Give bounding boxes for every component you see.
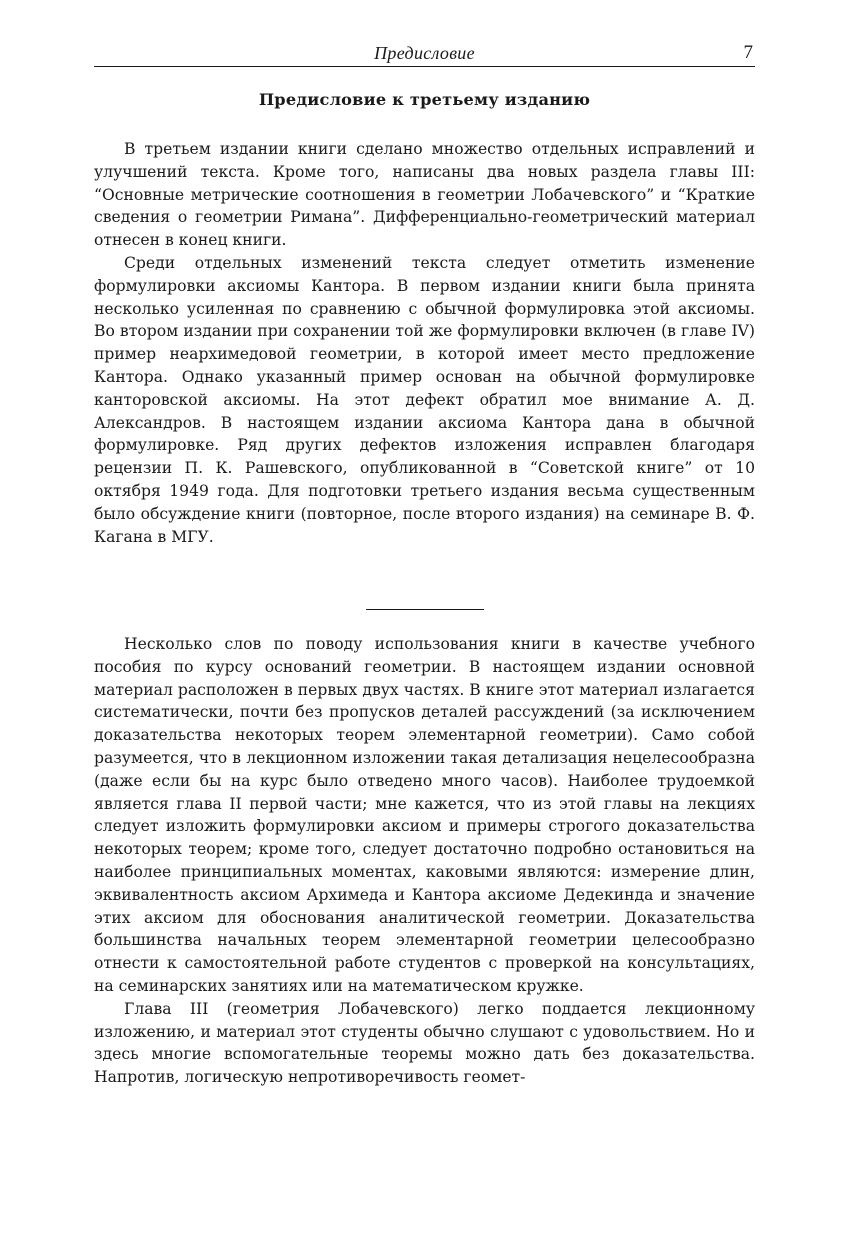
paragraph: Среди отдельных изменений текста следует отметить изменение формулировки аксиомы Кантора. В первом издании книги была принята несколько усиленная по сравнению с обычной формулировка этой аксиомы. Во втором издании при сохранении той же формулировки включен (в главе IV) пример неархимедовой геометрии, в которой имеет место предложение Кантора. Однако указанный пример основан на обычной формулировке канторовской аксиомы. На этот дефект обратил мое внимание А. Д. Александров. В настоящем издании аксиома Кантора дана в обычной формулировке. Ряд других дефектов изложения исправлен благодаря рецензии П. К. Рашевского, опубликованной в “Советской книге” от 10 октября 1949 года. Для подготовки третьего издания весьма существенным было обсуждение книги (повторное, после второго издания) на семинаре В. Ф. Кагана в МГУ. xyxy=(94,253,755,546)
paragraph: В третьем издании книги сделано множество отдельных исправлений и улучшений текста. Кроме того, написаны два новых раздела главы III: “Основные метрические соотношения в геометрии Лобачевского” и “Краткие сведения о геометрии Римана”. Дифференциально-геометрический материал отнесен в конец книги. xyxy=(94,140,755,250)
page-number: 7 xyxy=(743,42,753,63)
paragraph: Глава III (геометрия Лобачевского) легко поддается лекционному изложению, и материал этот студенты обычно слушают с удовольствием. Но и здесь многие вспомогательные теоремы можно дать без доказательства. Напротив, логическую непротиворечивость геомет- xyxy=(94,999,755,1087)
separator-rule xyxy=(366,609,484,610)
section-heading: Предисловие к третьему изданию xyxy=(258,90,591,109)
running-head xyxy=(94,42,755,67)
preface-text-block-2 xyxy=(94,633,755,1089)
preface-text-block-1 xyxy=(94,138,755,548)
running-title: Предисловие xyxy=(374,43,475,63)
paragraph: Несколько слов по поводу использования книги в качестве учебного пособия по курсу оснований геометрии. В настоящем издании основной материал расположен в первых двух частях. В книге этот материал излагается систематически, почти без пропусков деталей рассуждений (за исключением доказательства некоторых теорем элементарной геометрии). Само собой разумеется, что в лекционном изложении такая детализация нецелесообразна (даже если бы на курс было отведено много часов). Наиболее трудоемкой является глава II первой части; мне кажется, что из этой главы на лекциях следует изложить формулировки аксиом и примеры строгого доказательства некоторых теорем; кроме того, следует достаточно подробно остановиться на наиболее принципиальных моментах, каковыми являются: измерение длин, эквивалентность аксиом Архимеда и Кантора аксиоме Дедекинда и значение этих аксиом для обоснования аналитической геометрии. Доказательства большинства начальных теорем элементарной геометрии целесообразно отнести к самостоятельной работе студентов с проверкой на консультациях, на семинарских занятиях или на математическом кружке. xyxy=(94,635,755,995)
